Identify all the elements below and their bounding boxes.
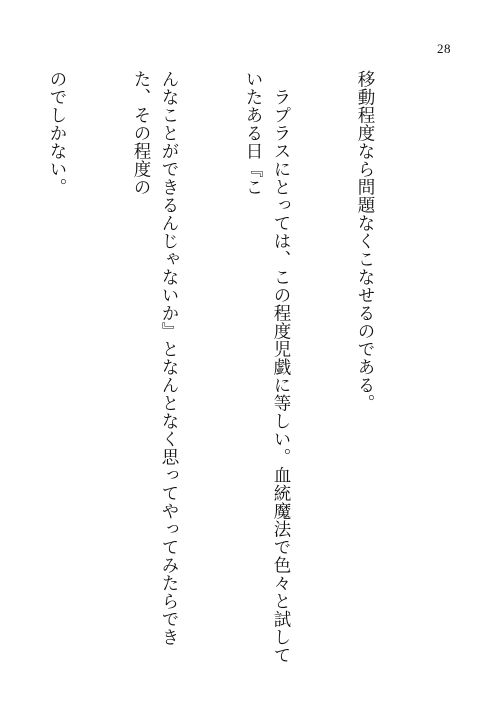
text-line-1: 移動程度なら問題なくこなせるのである。	[355, 70, 375, 412]
text-line-2: ラプラスにとっては、この程度児戯に等しい。血統魔法で色々と試していたある日『こ	[243, 70, 291, 664]
page-number: 28	[437, 41, 451, 56]
text-line-3: んなことができるんじゃないか』となんとなく思ってやってみたらできた、その程度の	[131, 70, 179, 646]
text-line-4: のでしかない。	[47, 70, 67, 196]
body-text	[0, 70, 435, 670]
